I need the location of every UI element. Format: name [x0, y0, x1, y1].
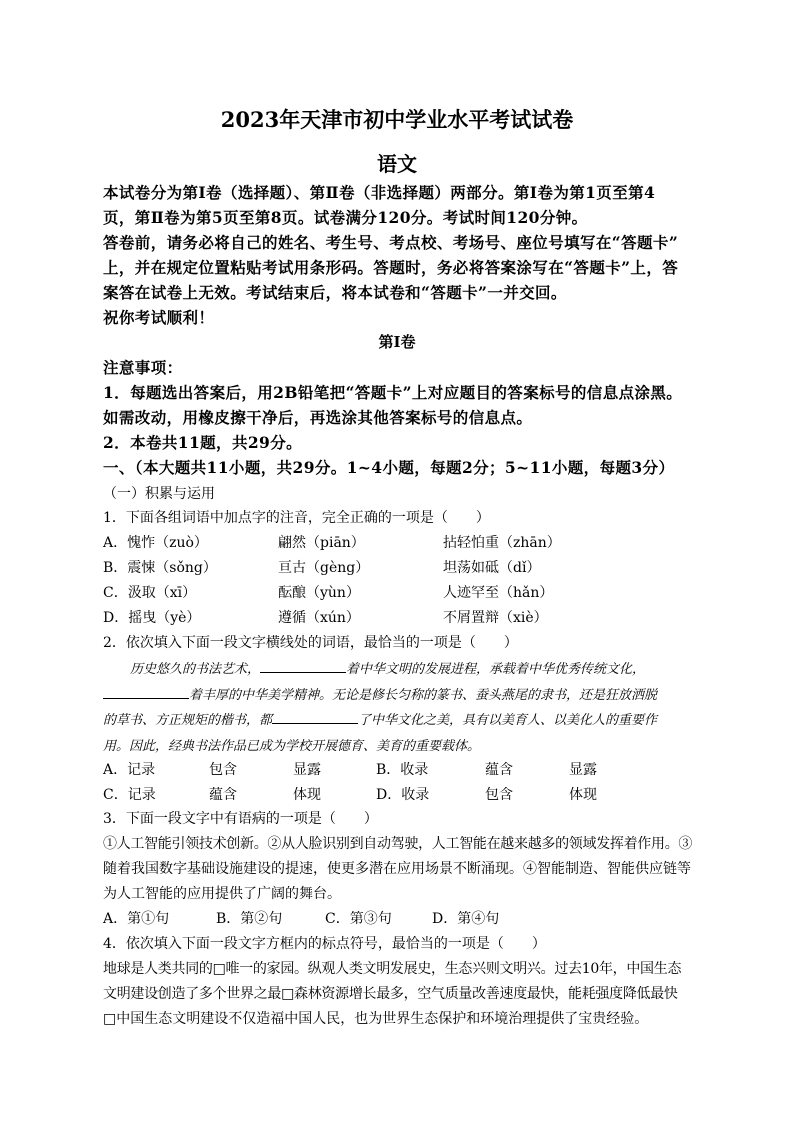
- page-title: 2023年天津市初中学业水平考试试卷: [220, 107, 574, 132]
- q2-passage-text: 了中华文化之美，具有以美育人、以美化人的重要作: [358, 713, 658, 728]
- q1-option: C．汲取（xī）: [103, 585, 197, 601]
- note-line: 2．本卷共11题，共29分。: [103, 433, 303, 452]
- blank-line: [272, 709, 358, 724]
- q2-option: A．记录: [103, 762, 156, 778]
- q2-option: 包含: [485, 787, 513, 803]
- q2-passage-text: 着中华文明的发展进程，承载着中华优秀传统文化，: [346, 662, 646, 677]
- part-one-heading: 一、（本大题共11小题，共29分。1~4小题，每题2分；5~11小题，每题3分）: [103, 458, 675, 477]
- q2-option: D．收录: [376, 787, 430, 803]
- q4-text-line: □中国生态文明建设不仅造福中国人民，也为世界生态保护和环境治理提供了宝贵经验。: [103, 1011, 649, 1027]
- q4-text-line: 文明建设创造了多个世界之最□森林资源增长最多，空气质量改善速度最快，能耗强度降低最快: [103, 986, 678, 1002]
- q2-passage-line: [103, 684, 657, 703]
- q1-option: 人迹罕至（hǎn）: [443, 585, 554, 601]
- q2-option: C．记录: [103, 787, 156, 803]
- q2-option: 体现: [569, 787, 597, 803]
- q3-text-line: 随着我国数字基础设施建设的提速，使更多潜在应用场景不断涌现。④智能制造、智能供应链等: [103, 861, 691, 877]
- q2-passage-text: 着丰厚的中华美学精神。无论是修长匀称的篆书、蚕头燕尾的隶书，还是狂放洒脱: [189, 688, 658, 703]
- subject-title: 语文: [377, 152, 417, 176]
- q1-option: 翩然（piān）: [278, 535, 365, 551]
- q3-text-line: ①人工智能引领技术创新。②从人脸识别到自动驾驶，人工智能在越来越多的领域发挥着作用。③: [103, 836, 693, 852]
- section-title: 第Ⅰ卷: [378, 333, 416, 351]
- q2-stem: 2．依次填入下面一段文字横线处的词语，最恰当的一项是（ ）: [103, 635, 518, 651]
- q2-passage-line: [103, 709, 657, 728]
- q2-option: 显露: [293, 762, 321, 778]
- q1-stem: 1．下面各组词语中加点字的注音，完全正确的一项是（ ）: [103, 510, 490, 526]
- q4-text-line: 地球是人类共同的□唯一的家园。纵观人类文明发展史，生态兴则文明兴。过去10年，中国生态: [103, 961, 682, 977]
- q1-option: D．摇曳（yè）: [103, 610, 201, 626]
- intro-line: 答卷前，请务必将自己的姓名、考生号、考点校、考场号、座位号填写在“答题卡”: [103, 233, 679, 252]
- q2-option: B．收录: [376, 762, 429, 778]
- q4-stem: 4．依次填入下面一段文字方框内的标点符号，最恰当的一项是（ ）: [103, 936, 546, 952]
- q2-option: 体现: [293, 787, 321, 803]
- q3-option: B．第②句: [216, 911, 283, 927]
- q3-option: A．第①句: [103, 911, 170, 927]
- intro-line: 上，并在规定位置粘贴考试用条形码。答题时，务必将答案涂写在“答题卡”上，答: [103, 258, 679, 277]
- q1-option: 拈轻怕重（zhān）: [443, 535, 561, 551]
- q2-option: 蕴含: [485, 762, 513, 778]
- notes-heading: 注意事项：: [103, 358, 183, 377]
- note-line: 如需改动，用橡皮擦干净后，再选涂其他答案标号的信息点。: [103, 408, 533, 427]
- q2-option: 蕴含: [209, 787, 237, 803]
- subsection-heading: （一）积累与运用: [103, 486, 215, 502]
- q1-option: B．震悚（sǒng）: [103, 560, 217, 576]
- intro-line: 本试卷分为第Ⅰ卷（选择题）、第Ⅱ卷（非选择题）两部分。第Ⅰ卷为第1页至第4: [103, 183, 656, 202]
- q2-passage-text: 的草书、方正规矩的楷书，都: [103, 713, 273, 728]
- q1-option: A．愧怍（zuò）: [103, 535, 208, 551]
- q1-option: 亘古（gèng）: [278, 560, 370, 576]
- intro-line: 祝你考试顺利！: [103, 308, 215, 327]
- q3-text-line: 为人工智能的应用提供了广阔的舞台。: [103, 886, 341, 902]
- intro-line: 页，第Ⅱ卷为第5页至第8页。试卷满分120分。考试时间120分钟。: [103, 208, 588, 227]
- q3-stem: 3．下面一段文字中有语病的一项是（ ）: [103, 811, 378, 827]
- note-line: 1．每题选出答案后，用2B铅笔把“答题卡”上对应题目的答案标号的信息点涂黑。: [103, 383, 683, 402]
- q3-option: D．第④句: [432, 911, 500, 927]
- q2-passage-line: 用。因此，经典书法作品已成为学校开展德育、美育的重要载体。: [103, 739, 481, 754]
- q1-option: 不屑置辩（xiè）: [443, 610, 548, 626]
- q1-option: 坦荡如砥（dǐ）: [443, 560, 541, 576]
- blank-line: [260, 658, 346, 673]
- q2-passage-line: [130, 658, 645, 677]
- q2-option: 显露: [569, 762, 597, 778]
- q2-passage-text: 历史悠久的书法艺术，: [130, 662, 261, 677]
- q2-option: 包含: [209, 762, 237, 778]
- q1-option: 遵循（xún）: [278, 610, 360, 626]
- blank-line: [103, 684, 189, 699]
- q3-option: C．第③句: [325, 911, 392, 927]
- intro-line: 案答在试卷上无效。考试结束后，将本试卷和“答题卡”一并交回。: [103, 283, 567, 302]
- q1-option: 酝酿（yùn）: [278, 585, 360, 601]
